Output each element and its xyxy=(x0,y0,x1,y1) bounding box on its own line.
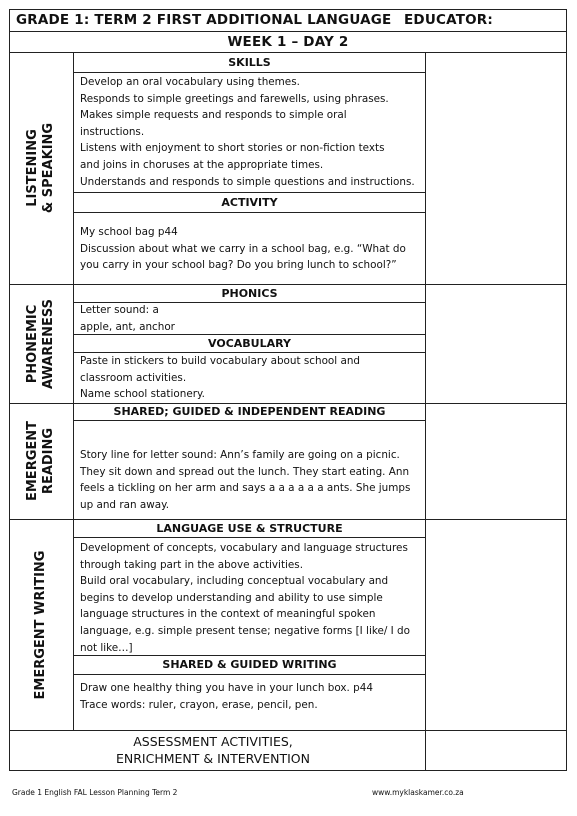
footer-left: Grade 1 English FAL Lesson Planning Term 2 xyxy=(12,788,178,797)
side-label-emergent-reading: EMERGENT READING xyxy=(25,420,56,502)
language-structure-heading: LANGUAGE USE & STRUCTURE xyxy=(156,522,343,535)
side-label-emergent-writing: EMERGENT WRITING xyxy=(33,550,48,700)
side-label-listening-speaking: LISTENING & SPEAKING xyxy=(25,122,56,214)
language-structure-text: Development of concepts, vocabulary and language structures through taking part in the above activities. Build oral vocabulary, including conceptual vocabulary and begins to develop understanding and ability to use simple language structures in the context of meaningful spoken language, e.g. simple present tense; negative forms [I like/ I do not like…] xyxy=(80,542,410,654)
reading-text: Story line for letter sound: Ann’s family are going on a picnic. They sit down and spread out the lunch. They start eating. Ann feels a tickling on her arm and says a a a a a a ants. She jumps up and ran away. xyxy=(80,449,411,511)
vocabulary-heading: VOCABULARY xyxy=(208,337,291,350)
activity-text: My school bag p44 Discussion about what we carry in a school bag, e.g. “What do you carry in your school bag? Do you bring lunch to school?” xyxy=(80,226,406,272)
reading-heading: SHARED; GUIDED & INDEPENDENT READING xyxy=(113,405,386,418)
assessment-label: ASSESSMENT ACTIVITIES, ENRICHMENT & INTERVENTION xyxy=(116,734,310,766)
skills-text: Develop an oral vocabulary using themes. Responds to simple greetings and farewells, using phrases. Makes simple requests and responds to simple oral instructions. Listens with enjoyment to short stories or non-fiction texts and joins in choruses at the appropriate times. Understands and responds to simple questions and instructions. xyxy=(80,76,415,188)
week-day-title: WEEK 1 – DAY 2 xyxy=(227,34,349,50)
shared-writing-heading: SHARED & GUIDED WRITING xyxy=(162,658,337,671)
educator-label: EDUCATOR: xyxy=(404,12,493,28)
footer-right: www.myklaskamer.co.za xyxy=(372,788,464,797)
skills-heading: SKILLS xyxy=(228,56,271,69)
phonics-heading: PHONICS xyxy=(221,287,278,300)
side-label-phonemic-awareness: PHONEMIC AWARENESS xyxy=(25,298,56,390)
shared-writing-text: Draw one healthy thing you have in your lunch box. p44 Trace words: ruler, crayon, erase, pencil, pen. xyxy=(80,682,373,711)
vocabulary-text: Paste in stickers to build vocabulary about school and classroom activities. Name school stationery. xyxy=(80,355,361,401)
page-title: GRADE 1: TERM 2 FIRST ADDITIONAL LANGUAGE xyxy=(16,12,392,28)
phonics-text: Letter sound: a apple, ant, anchor xyxy=(80,304,175,333)
activity-heading: ACTIVITY xyxy=(221,196,278,209)
